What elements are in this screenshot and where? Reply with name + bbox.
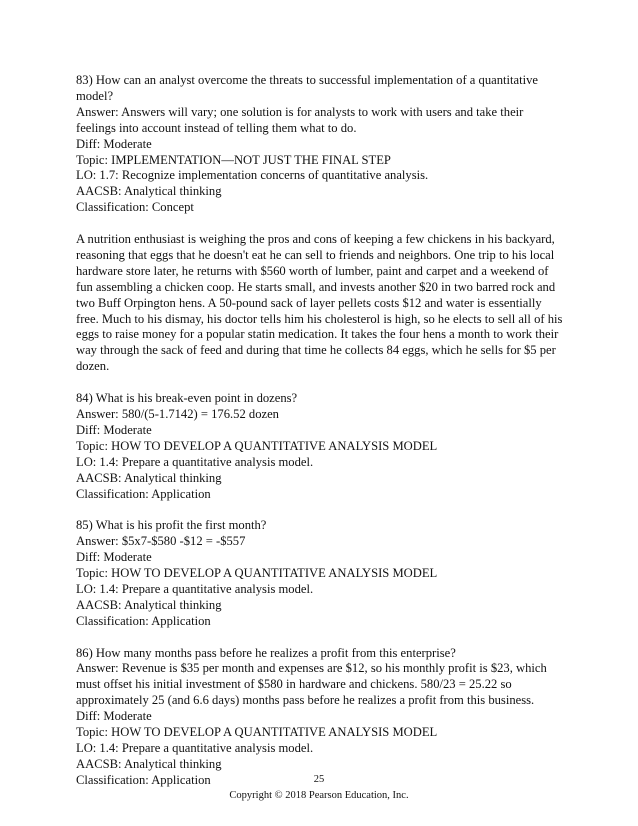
- scenario-paragraph: [76, 232, 568, 375]
- scenario-line: dozen.: [76, 359, 110, 374]
- classification: Classification: Application: [76, 486, 211, 501]
- answer-text: Answer: Revenue is $35 per month and expenses are $12, so his monthly profit is $23, which: [76, 661, 547, 676]
- copyright-notice: Copyright © 2018 Pearson Education, Inc.: [229, 790, 409, 801]
- learning-objective: LO: 1.4: Prepare a quantitative analysis model.: [76, 454, 314, 469]
- learning-objective: LO: 1.4: Prepare a quantitative analysis model.: [76, 581, 314, 596]
- scenario-line: reasoning that eggs that he doesn't eat he can sell to friends and neighbors. One trip to his local: [76, 247, 555, 262]
- topic: Topic: HOW TO DEVELOP A QUANTITATIVE ANALYSIS MODEL: [76, 566, 438, 581]
- classification: Classification: Application: [76, 772, 211, 787]
- difficulty: Diff: Moderate: [76, 550, 152, 565]
- scenario-line: two Buff Orpington hens. A 50-pound sack of layer pellets costs $12 and water is essentially: [76, 295, 542, 310]
- topic: Topic: IMPLEMENTATION—NOT JUST THE FINAL STEP: [76, 152, 391, 167]
- scenario-line: fun assembling a chicken coop. He starts small, and invests another $20 in two barred rock and: [76, 279, 556, 294]
- question-86: [76, 646, 568, 789]
- topic: Topic: HOW TO DEVELOP A QUANTITATIVE ANALYSIS MODEL: [76, 725, 438, 740]
- learning-objective: LO: 1.7: Recognize implementation concerns of quantitative analysis.: [76, 168, 429, 183]
- answer-text: feelings into account instead of telling them what to do.: [76, 120, 357, 135]
- classification: Classification: Concept: [76, 200, 194, 215]
- scenario-line: hardware store later, he returns with $560 worth of lumber, paint and carpet and a weekend of: [76, 263, 549, 278]
- scenario-line: free. Much to his dismay, his doctor tells him his cholesterol is high, so he elects to sell all of his: [76, 311, 563, 326]
- question-text: 83) How can an analyst overcome the threats to successful implementation of a quantitative: [76, 73, 538, 87]
- aacsb: AACSB: Analytical thinking: [76, 597, 222, 612]
- answer-text: approximately 25 (and 6.6 days) months pass before he realizes a profit from this business.: [76, 693, 535, 708]
- question-84: [76, 391, 568, 502]
- difficulty: Diff: Moderate: [76, 709, 152, 724]
- topic: Topic: HOW TO DEVELOP A QUANTITATIVE ANALYSIS MODEL: [76, 438, 438, 453]
- scenario-line: way through the sack of feed and during that time he collects 84 eggs, which he sells for $5 per: [76, 343, 556, 358]
- question-83: [76, 73, 568, 216]
- page-number: 25: [313, 774, 325, 785]
- answer-text: Answer: $5x7-$580 -$12 = -$557: [76, 534, 246, 549]
- classification: Classification: Application: [76, 613, 211, 628]
- question-text: 85) What is his profit the first month?: [76, 518, 267, 533]
- question-text: model?: [76, 88, 114, 103]
- question-text: 84) What is his break-even point in dozens?: [76, 391, 298, 406]
- answer-text: Answer: 580/(5-1.7142) = 176.52 dozen: [76, 407, 279, 421]
- aacsb: AACSB: Analytical thinking: [76, 470, 222, 485]
- page-content: [76, 73, 568, 805]
- scenario-line: eggs to raise money for a popular statin medication. It takes the four hens a month to work their: [76, 327, 559, 342]
- answer-text: Answer: Answers will vary; one solution is for analysts to work with users and take their: [76, 104, 524, 119]
- question-text: 86) How many months pass before he realizes a profit from this enterprise?: [76, 645, 456, 660]
- aacsb: AACSB: Analytical thinking: [76, 756, 222, 771]
- difficulty: Diff: Moderate: [76, 422, 152, 437]
- question-85: [76, 518, 568, 629]
- learning-objective: LO: 1.4: Prepare a quantitative analysis model.: [76, 741, 314, 755]
- scenario-line: A nutrition enthusiast is weighing the pros and cons of keeping a few chickens in his backyard,: [76, 232, 555, 247]
- difficulty: Diff: Moderate: [76, 136, 152, 151]
- answer-text: must offset his initial investment of $580 in hardware and chickens. 580/23 = 25.22 so: [76, 677, 512, 692]
- aacsb: AACSB: Analytical thinking: [76, 184, 222, 199]
